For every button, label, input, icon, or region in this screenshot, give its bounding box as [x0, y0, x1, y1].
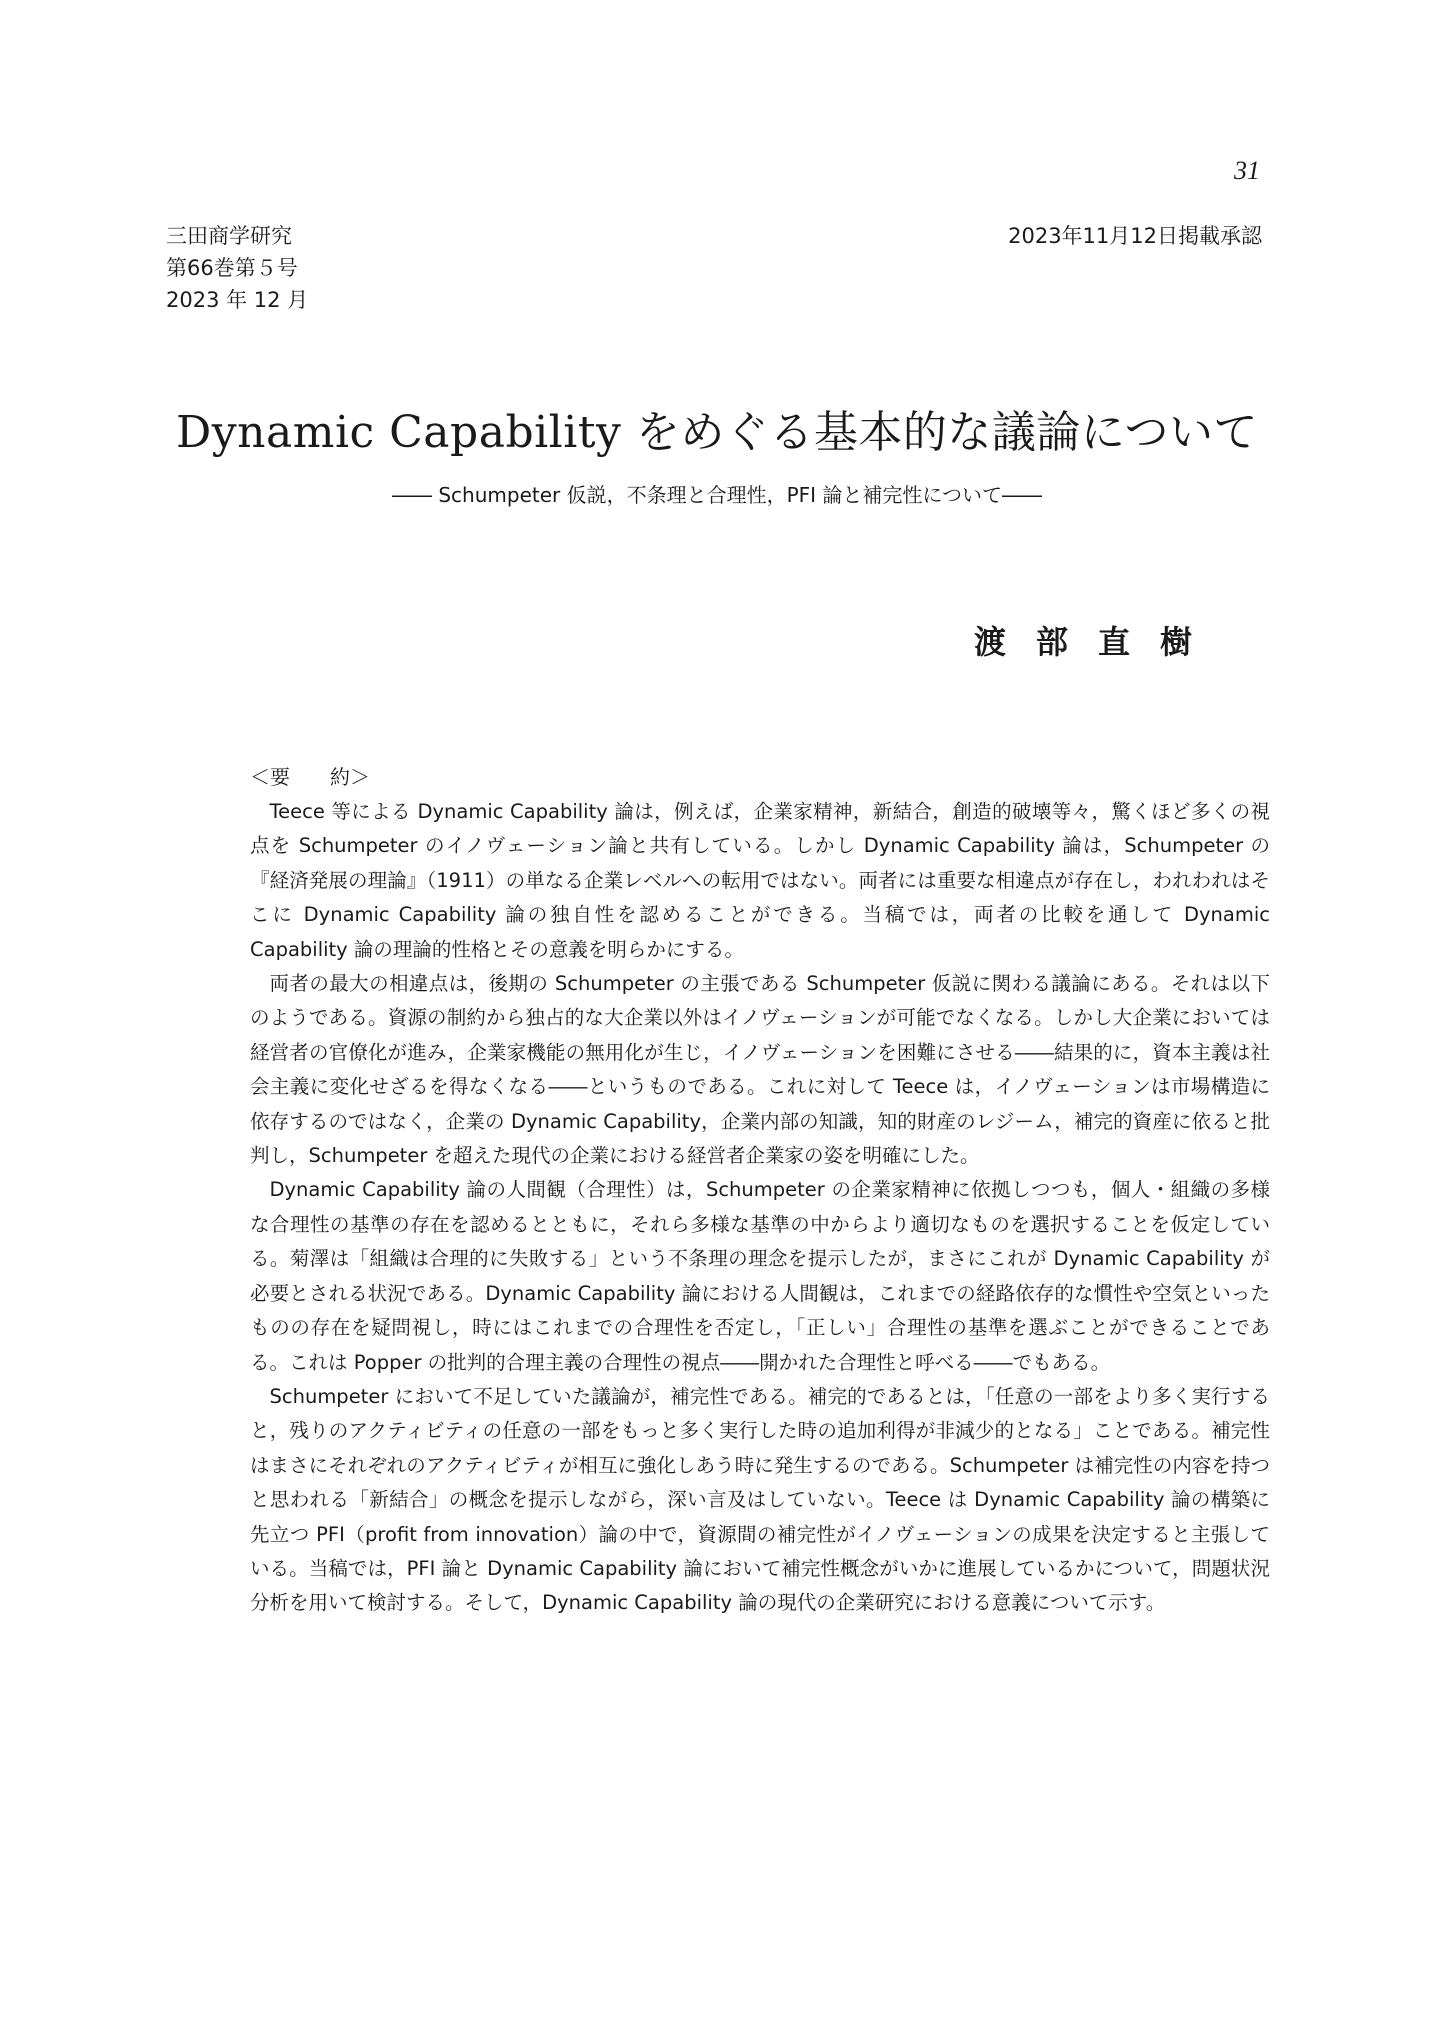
- abstract-paragraph: 両者の最大の相違点は，後期の Schumpeter の主張である Schumpeter 仮説に関わる議論にある。それは以下のようである。資源の制約から独占的な大企業以外はイノヴェーションが可能でなくなる。しかし大企業においては経営者の官僚化が進み，企業家機能の無用化が生じ，イノヴェーションを困難にさせる――結果的に，資本主義は社会主義に変化せざるを得なくなる――というものである。これに対して Teece は，イノヴェーションは市場構造に依存するのではなく，企業の Dynamic Capability，企業内部の知識，知的財産のレジーム，補完的資産に依ると批判し，Schumpeter を超えた現代の企業における経営者企業家の姿を明確にした。: [250, 972, 1270, 1168]
- paper-title: Dynamic Capability をめぐる基本的な議論について: [176, 407, 1258, 458]
- journal-name: 三田商学研究: [166, 224, 292, 248]
- abstract-heading: ＜要 約＞: [250, 765, 370, 789]
- journal-date: 2023 年 12 月: [166, 288, 309, 312]
- abstract-paragraph: Dynamic Capability 論の人間観（合理性）は，Schumpeter の企業家精神に依拠しつつも，個人・組織の多様な合理性の基準の存在を認めるとともに，それら多様な基準の中からより適切なものを選択することを仮定している。菊澤は「組織は合理的に失敗する」という不条理の理念を提示したが，まさにこれが Dynamic Capability が必要とされる状況である。Dynamic Capability 論における人間観は，これまでの経路依存的な慣性や空気といったものの存在を疑問視し，時にはこれまでの合理性を否定し，「正しい」合理性の基準を選ぶことができることである。これは Popper の批判的合理主義の合理性の視点――開かれた合理性と呼べる――でもある。: [250, 1178, 1270, 1374]
- abstract-paragraph: Teece 等による Dynamic Capability 論は，例えば，企業家精神，新結合，創造的破壊等々，驚くほど多くの視点を Schumpeter のイノヴェーション論と共有している。しかし Dynamic Capability 論は，Schumpeter の『経済発展の理論』（1911）の単なる企業レベルへの転用ではない。両者には重要な相違点が存在し，われわれはそこに Dynamic Capability 論の独自性を認めることができる。当稿では，両者の比較を通して Dynamic Capability 論の理論的性格とその意義を明らかにする。: [250, 800, 1270, 961]
- journal-volume: 第66巻第５号: [166, 256, 298, 280]
- approval-date: 2023年11月12日掲載承認: [1008, 224, 1262, 248]
- abstract-paragraph: Schumpeter において不足していた議論が，補完性である。補完的であるとは，「任意の一部をより多く実行すると，残りのアクティビティの任意の一部をもっと多く実行した時の追加利得が非減少的となる」ことである。補完性はまさにそれぞれのアクティビティが相互に強化しあう時に発生するのである。Schumpeter は補完性の内容を持つと思われる「新結合」の概念を提示しながら，深い言及はしていない。Teece は Dynamic Capability 論の構築に先立つ PFI（profit from innovation）論の中で，資源間の補完性がイノヴェーションの成果を決定すると主張している。当稿では，PFI 論と Dynamic Capability 論において補完性概念がいかに進展しているかについて，問題状況分析を用いて検討する。そして，Dynamic Capability 論の現代の企業研究における意義について示す。: [250, 1384, 1270, 1615]
- page-number: 31: [1234, 156, 1260, 185]
- paper-subtitle: ―― Schumpeter 仮説，不条理と合理性，PFI 論と補完性について――: [391, 483, 1043, 507]
- abstract-body: [250, 795, 1270, 1621]
- journal-info: [166, 220, 308, 316]
- author-name: 渡部直樹: [973, 623, 1222, 661]
